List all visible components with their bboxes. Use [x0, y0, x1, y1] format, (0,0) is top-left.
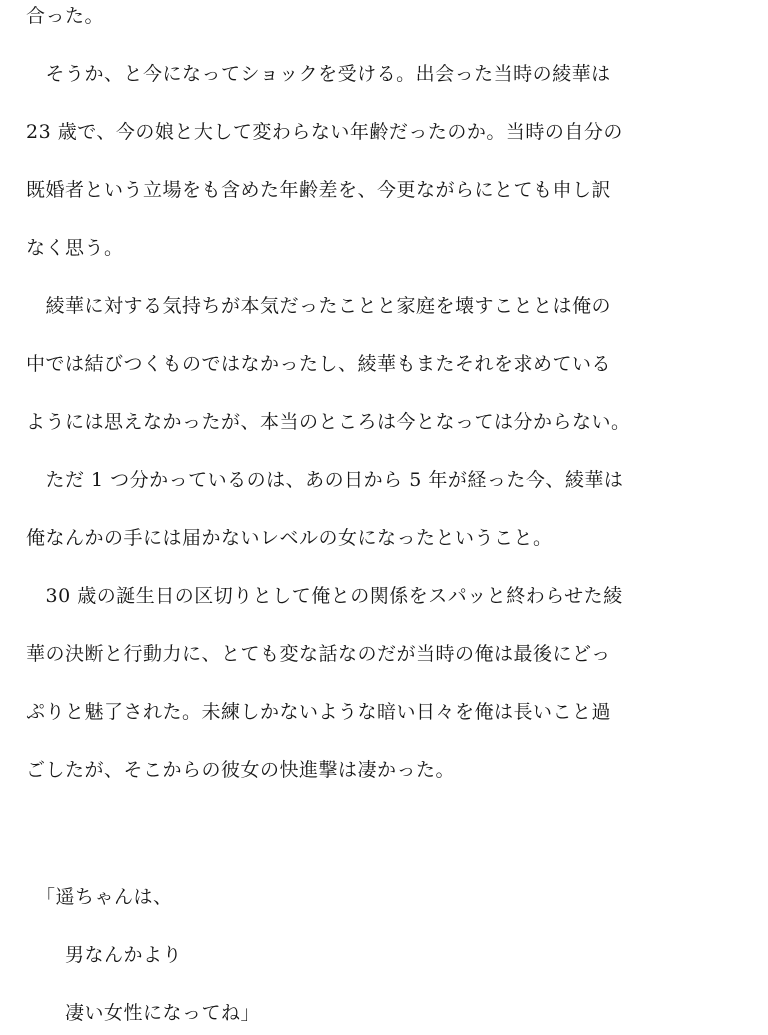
dialogue-line: 凄い女性になってね」 — [26, 1002, 261, 1024]
text-line: 中では結びつくものではなかったし、綾華もまたそれを求めている — [26, 353, 612, 375]
text-line: ただ 1 つ分かっているのは、あの日から 5 年が経った今、綾華は — [26, 469, 624, 491]
text-line: 綾華に対する気持ちが本気だったことと家庭を壊すこととは俺の — [26, 295, 612, 317]
text-line: 既婚者という立場をも含めた年齢差を、今更ながらにとても申し訳 — [26, 179, 612, 201]
text-line: 23 歳で、今の娘と大して変わらない年齢だったのか。当時の自分の — [26, 121, 623, 143]
text-line: 30 歳の誕生日の区切りとして俺との関係をスパッと終わらせた綾 — [26, 585, 623, 607]
text-line: そうか、と今になってショックを受ける。出会った当時の綾華は — [26, 63, 611, 85]
text-line: ごしたが、そこからの彼女の快進撃は凄かった。 — [26, 759, 456, 781]
text-line: 華の決断と行動力に、とても変な話なのだが当時の俺は最後にどっ — [26, 643, 611, 665]
dialogue-line: 「遥ちゃんは、 — [26, 886, 173, 908]
text-line: ぷりと魅了された。未練しかないような暗い日々を俺は長いこと過 — [26, 701, 612, 723]
text-line: 合った。 — [26, 5, 105, 27]
dialogue-line: 男なんかより — [26, 944, 183, 966]
text-line: 俺なんかの手には届かないレベルの女になったということ。 — [26, 527, 553, 549]
text-line: なく思う。 — [26, 237, 124, 259]
text-line: ようには思えなかったが、本当のところは今となっては分からない。 — [26, 411, 631, 433]
